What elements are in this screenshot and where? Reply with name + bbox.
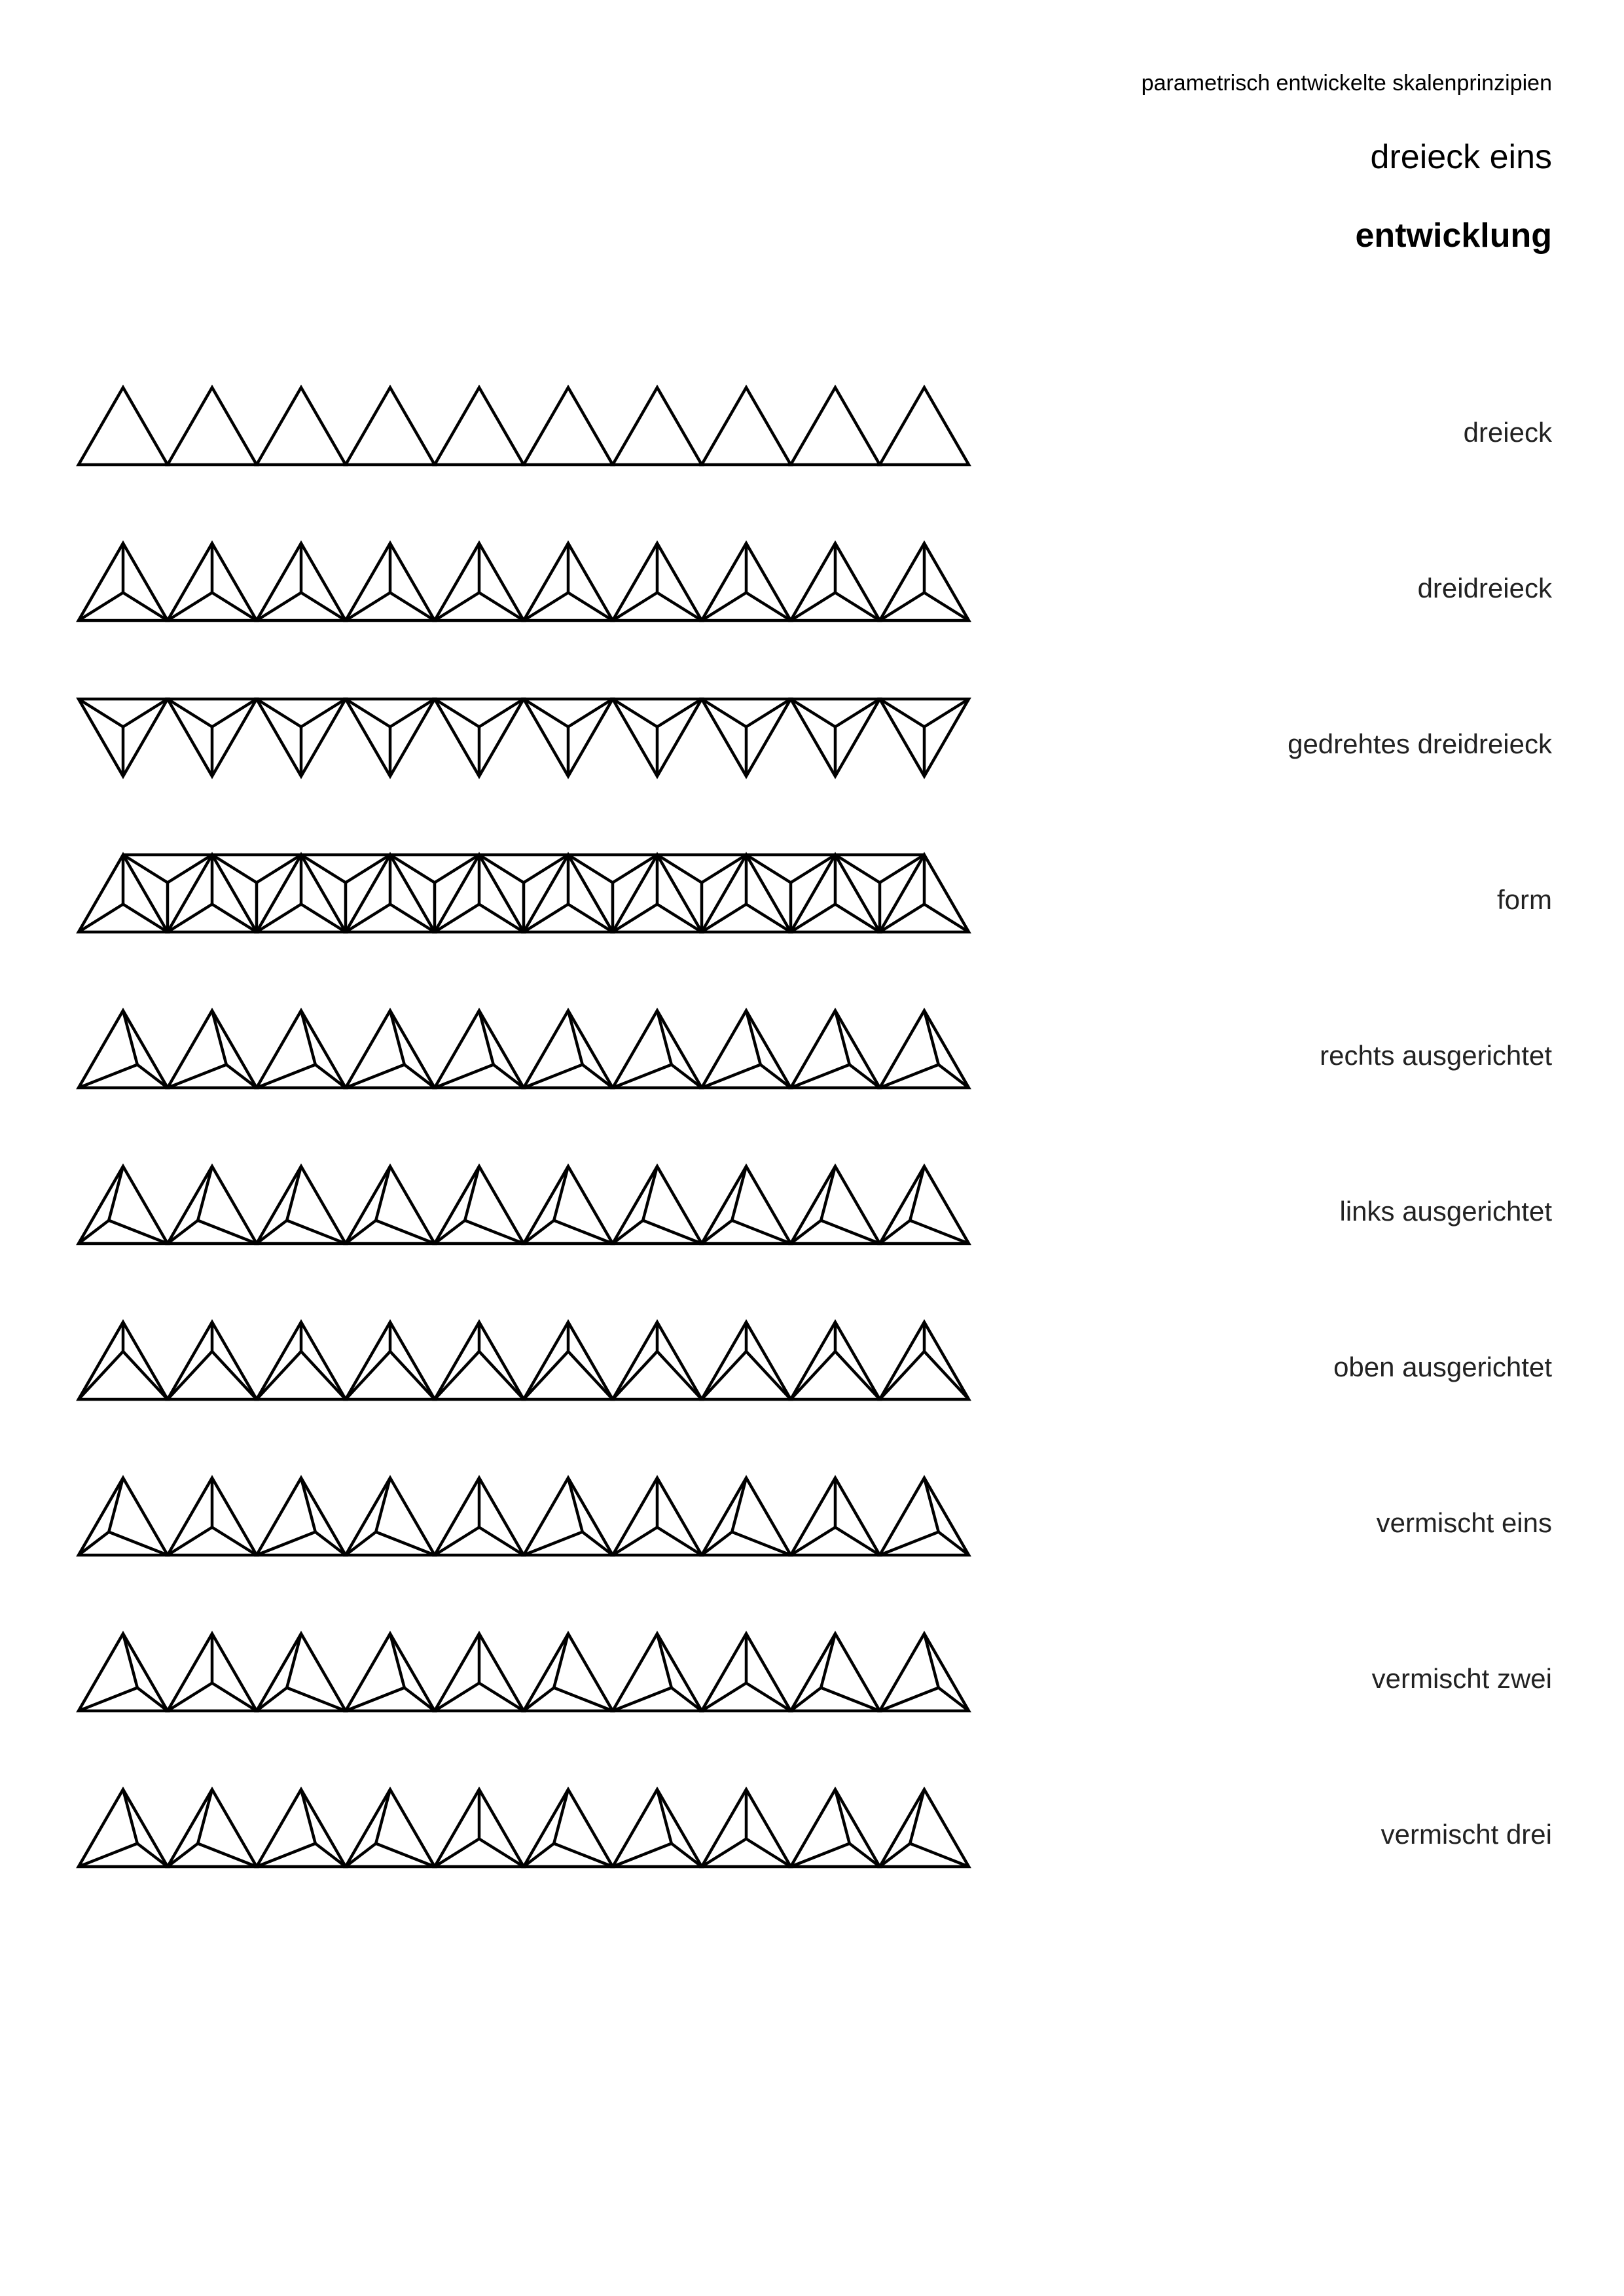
triangle <box>79 1322 168 1399</box>
triangle <box>702 387 791 465</box>
triangle <box>346 387 435 465</box>
triangle <box>880 387 969 465</box>
triangle <box>613 543 702 620</box>
page-title: dreieck eins <box>1370 138 1552 176</box>
triangle <box>168 1011 257 1088</box>
triangle <box>168 387 257 465</box>
triangle <box>435 543 524 620</box>
triangle-row-top <box>79 1322 969 1399</box>
triangle <box>257 1011 346 1088</box>
triangle <box>524 1634 613 1711</box>
triangle-row-mixed1 <box>79 1478 969 1555</box>
triangle <box>435 1789 524 1867</box>
triangle <box>257 1789 346 1867</box>
triangle <box>168 543 257 620</box>
row-label: vermischt drei <box>1380 1818 1552 1850</box>
triangle <box>702 1789 791 1867</box>
triangle <box>435 699 524 776</box>
triangle-row-mixed2 <box>79 1634 969 1711</box>
triangle <box>880 1478 969 1555</box>
triangle <box>524 1166 613 1244</box>
triangle <box>524 1322 613 1399</box>
triangle <box>524 387 613 465</box>
triangle <box>435 387 524 465</box>
triangle-row-left <box>79 1166 969 1244</box>
triangle <box>613 1011 702 1088</box>
triangle <box>613 1789 702 1867</box>
triangle <box>168 1789 257 1867</box>
section-title: entwicklung <box>1355 217 1552 255</box>
row-label: rechts ausgerichtet <box>1320 1039 1552 1071</box>
triangle-row-mixed3 <box>79 1789 969 1867</box>
triangle <box>702 1166 791 1244</box>
triangle <box>791 387 880 465</box>
triangle <box>880 1166 969 1244</box>
triangle <box>702 543 791 620</box>
triangle <box>880 1322 969 1399</box>
triangle-row-plain <box>79 387 969 465</box>
triangle <box>257 1634 346 1711</box>
triangle <box>613 387 702 465</box>
triangle-row-inverted-center <box>79 699 969 776</box>
row-label: vermischt eins <box>1376 1507 1552 1538</box>
series-title: parametrisch entwickelte skalenprinzipien <box>1141 71 1552 96</box>
triangle <box>702 1634 791 1711</box>
triangle <box>524 1789 613 1867</box>
row-label: oben ausgerichtet <box>1333 1351 1552 1382</box>
row-label: dreieck <box>1463 416 1552 448</box>
triangle <box>435 1166 524 1244</box>
triangle <box>79 1166 168 1244</box>
triangle <box>168 1478 257 1555</box>
triangle <box>79 543 168 620</box>
triangle <box>702 1322 791 1399</box>
triangle <box>613 1166 702 1244</box>
triangle <box>168 1322 257 1399</box>
triangle <box>613 1322 702 1399</box>
triangle <box>791 1789 880 1867</box>
triangle <box>168 1634 257 1711</box>
row-label: dreidreieck <box>1417 572 1552 603</box>
triangle <box>524 1011 613 1088</box>
triangle <box>613 699 702 776</box>
row-label: links ausgerichtet <box>1339 1195 1552 1227</box>
triangle <box>791 1166 880 1244</box>
row-label: form <box>1497 884 1552 915</box>
triangle <box>79 1789 168 1867</box>
triangle <box>79 1011 168 1088</box>
triangle <box>257 1478 346 1555</box>
triangle <box>346 543 435 620</box>
triangle <box>880 1789 969 1867</box>
triangle <box>346 1634 435 1711</box>
triangle <box>702 1478 791 1555</box>
triangle-row-right <box>79 1011 969 1088</box>
row-label: vermischt zwei <box>1371 1662 1552 1694</box>
triangle <box>257 699 346 776</box>
triangle <box>880 1634 969 1711</box>
triangle <box>880 699 969 776</box>
triangle <box>702 1011 791 1088</box>
triangle <box>880 543 969 620</box>
triangle <box>168 1166 257 1244</box>
triangle <box>613 1634 702 1711</box>
triangle <box>791 543 880 620</box>
triangle <box>791 1011 880 1088</box>
form-connectors <box>79 855 969 932</box>
triangle <box>168 699 257 776</box>
triangle <box>79 1634 168 1711</box>
triangle <box>435 1634 524 1711</box>
row-label: gedrehtes dreidreieck <box>1288 728 1552 759</box>
triangle <box>524 699 613 776</box>
triangle <box>791 1478 880 1555</box>
triangle <box>613 1478 702 1555</box>
triangle <box>257 1322 346 1399</box>
triangle <box>257 1166 346 1244</box>
triangle <box>346 1789 435 1867</box>
triangle <box>346 1011 435 1088</box>
triangle <box>524 543 613 620</box>
triangle <box>435 1478 524 1555</box>
triangle <box>791 1322 880 1399</box>
triangle <box>346 699 435 776</box>
triangle <box>791 699 880 776</box>
triangle <box>435 1322 524 1399</box>
triangle <box>880 1011 969 1088</box>
triangle <box>435 1011 524 1088</box>
triangle <box>524 1478 613 1555</box>
triangle-row-form <box>79 855 969 932</box>
triangle <box>702 699 791 776</box>
triangle <box>79 387 168 465</box>
triangle <box>79 1478 168 1555</box>
triangle-row-center <box>79 543 969 620</box>
triangle <box>257 543 346 620</box>
triangle <box>346 1166 435 1244</box>
triangle <box>79 699 168 776</box>
triangle <box>257 387 346 465</box>
triangle <box>346 1478 435 1555</box>
triangle <box>346 1322 435 1399</box>
triangle <box>791 1634 880 1711</box>
